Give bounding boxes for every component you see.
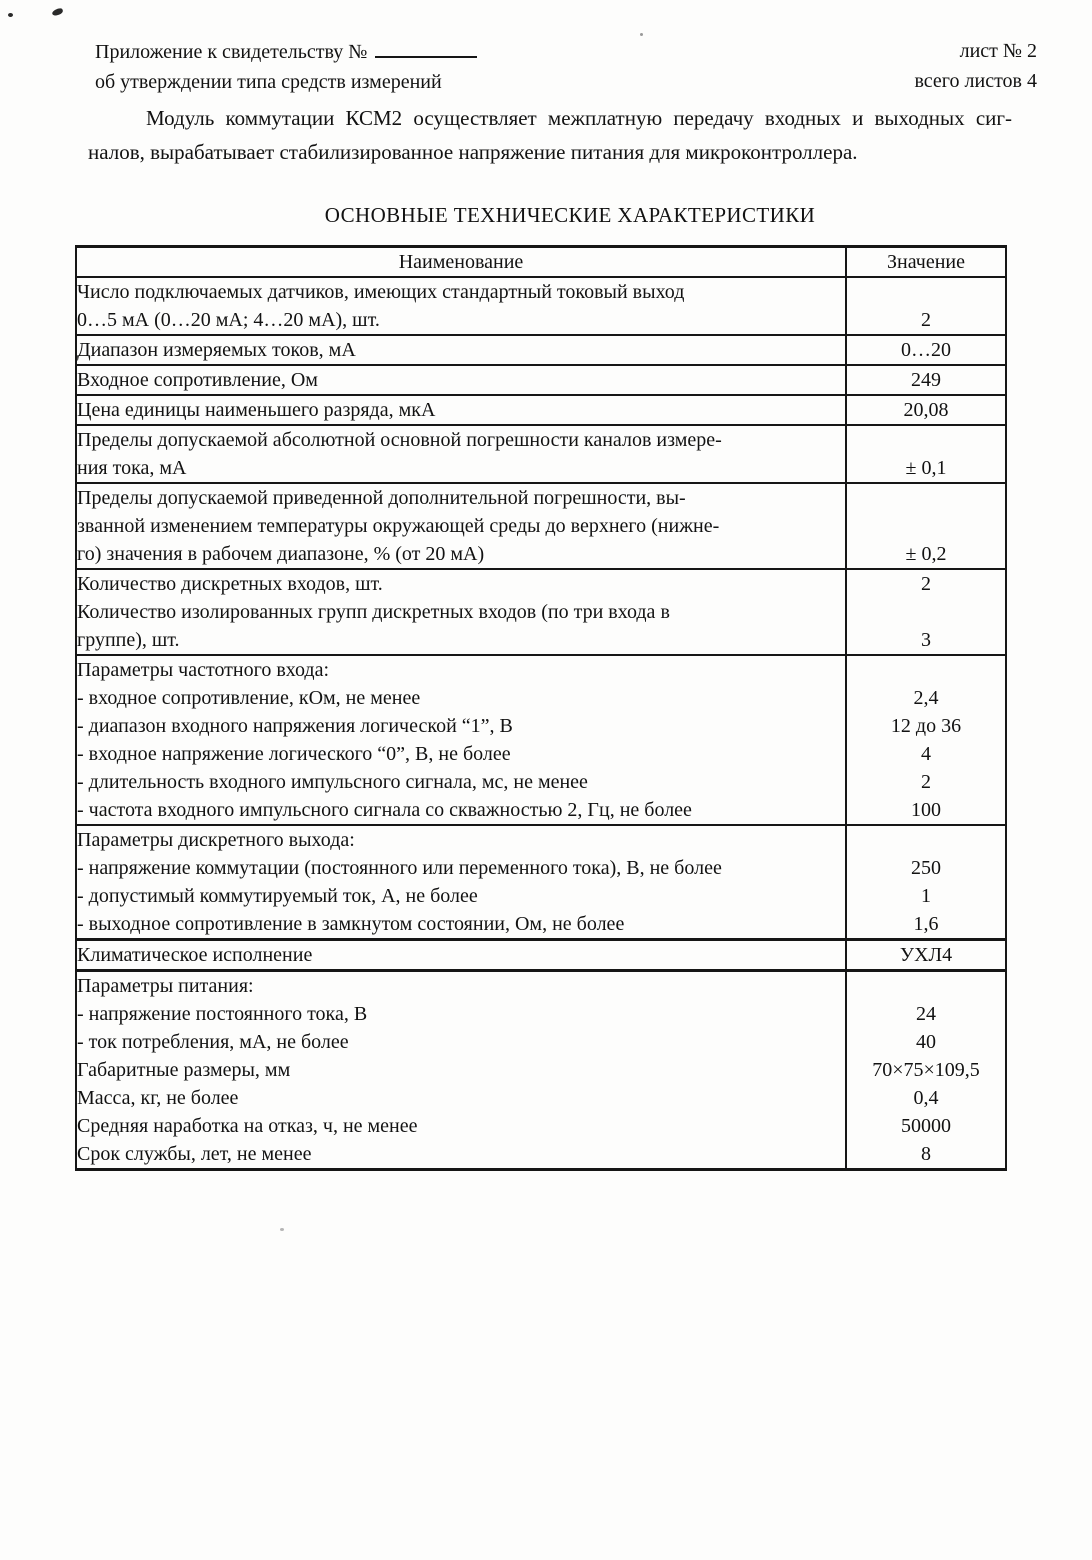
total-sheets: всего листов 4 — [914, 70, 1037, 92]
spec-table — [75, 245, 1007, 1171]
table-row — [76, 1028, 1006, 1056]
param-name-cell: - входное напряжение логического “0”, В, не более — [77, 743, 511, 765]
param-name-cell: Количество изолированных групп дискретных входов (по три входа в — [77, 601, 670, 623]
param-value-cell: ± 0,1 — [846, 454, 1006, 483]
param-value-cell: 100 — [846, 796, 1006, 825]
param-name-cell: 0…5 мА (0…20 мА; 4…20 мА), шт. — [76, 306, 846, 335]
certificate-number-blank — [375, 36, 477, 58]
table-header-row — [76, 247, 1006, 278]
table-row — [76, 882, 1006, 910]
scan-speck — [640, 33, 643, 36]
table-row — [76, 854, 1006, 882]
param-name-cell: Параметры частотного входа: — [77, 659, 330, 681]
param-value-cell: 70×75×109,5 — [846, 1056, 1006, 1084]
table-row — [76, 684, 1006, 712]
param-value-cell: 2 — [846, 768, 1006, 796]
type-approval-label: об утверждении типа средств измерений — [95, 71, 442, 93]
param-name-cell: Число подключаемых датчиков, имеющих стандартный токовый выход — [77, 281, 685, 303]
param-value-cell: 0…20 — [846, 335, 1006, 365]
table-row — [76, 569, 1006, 598]
column-header-value: Значение — [846, 247, 1006, 278]
spec-table-body — [76, 277, 1006, 1170]
param-value-cell — [846, 598, 1006, 626]
table-row — [76, 540, 1006, 569]
param-name-cell: Климатическое исполнение — [76, 940, 846, 971]
param-name-cell: - ток потребления, мА, не более — [77, 1031, 349, 1053]
param-value-cell: 1 — [846, 882, 1006, 910]
param-value-cell: 4 — [846, 740, 1006, 768]
param-value-cell — [846, 483, 1006, 512]
param-name-cell: Параметры питания: — [77, 975, 254, 997]
param-name-cell: Масса, кг, не более — [77, 1087, 239, 1109]
param-value-cell — [846, 971, 1006, 1001]
table-row — [76, 365, 1006, 395]
scan-speck — [51, 7, 63, 16]
param-name-cell: званной изменением температуры окружающей среды до верхнего (нижне- — [77, 515, 720, 537]
table-row — [76, 825, 1006, 854]
table-row — [76, 598, 1006, 626]
param-name-cell: Параметры дискретного выхода: — [77, 829, 355, 851]
param-name-cell: Пределы допускаемой абсолютной основной погрешности каналов измере- — [77, 429, 722, 451]
param-name-cell: Диапазон измеряемых токов, мА — [76, 335, 846, 365]
param-name-cell: - допустимый коммутируемый ток, А, не более — [77, 885, 478, 907]
param-value-cell — [846, 277, 1006, 306]
document-header — [95, 36, 1037, 97]
param-name-cell: - входное сопротивление, кОм, не менее — [77, 687, 421, 709]
table-row — [76, 306, 1006, 335]
header-left-block — [95, 36, 477, 97]
appendix-line — [95, 36, 477, 67]
table-row — [76, 395, 1006, 425]
param-value-cell: 20,08 — [846, 395, 1006, 425]
sheet-number: лист № 2 — [959, 40, 1037, 62]
param-name-cell: - частота входного импульсного сигнала со скважностью 2, Гц, не более — [76, 796, 846, 825]
intro-line: налов, вырабатывает стабилизированное напряжение питания для микроконтроллера. — [88, 140, 858, 164]
param-value-cell — [846, 825, 1006, 854]
param-name-cell: группе), шт. — [76, 626, 846, 655]
param-name-cell: - напряжение постоянного тока, В — [77, 1003, 368, 1025]
param-value-cell: 12 до 36 — [846, 712, 1006, 740]
param-name-cell: Габаритные размеры, мм — [77, 1059, 291, 1081]
table-row — [76, 768, 1006, 796]
param-value-cell: 24 — [846, 1000, 1006, 1028]
table-row — [76, 1112, 1006, 1140]
table-row — [76, 910, 1006, 940]
param-value-cell: 249 — [846, 365, 1006, 395]
table-row — [76, 712, 1006, 740]
param-value-cell: 2 — [846, 306, 1006, 335]
param-value-cell: 2 — [846, 569, 1006, 598]
param-name-cell: Количество дискретных входов, шт. — [77, 573, 383, 595]
param-value-cell: 40 — [846, 1028, 1006, 1056]
section-title: ОСНОВНЫЕ ТЕХНИЧЕСКИЕ ХАРАКТЕРИСТИКИ — [324, 203, 816, 227]
table-row — [76, 796, 1006, 825]
param-value-cell: 8 — [846, 1140, 1006, 1170]
table-row — [76, 1140, 1006, 1170]
table-row — [76, 740, 1006, 768]
table-row — [76, 277, 1006, 306]
intro-line: Модуль коммутации КСМ2 осуществляет межплатную передачу входных и выходных сиг- — [146, 106, 1012, 130]
table-row — [76, 655, 1006, 684]
param-value-cell: 1,6 — [846, 910, 1006, 940]
param-value-cell: ± 0,2 — [846, 540, 1006, 569]
column-header-name: Наименование — [76, 247, 846, 278]
appendix-label: Приложение к свидетельству № — [95, 41, 368, 63]
header-right-block — [914, 36, 1037, 97]
param-name-cell: - длительность входного импульсного сигнала, мс, не менее — [77, 771, 588, 793]
param-name-cell: - напряжение коммутации (постоянного или переменного тока), В, не более — [77, 857, 722, 879]
scan-speck — [8, 13, 13, 17]
param-name-cell: - выходное сопротивление в замкнутом состоянии, Ом, не более — [76, 910, 846, 940]
param-value-cell — [846, 512, 1006, 540]
param-value-cell: 3 — [846, 626, 1006, 655]
param-value-cell: 2,4 — [846, 684, 1006, 712]
table-row — [76, 1056, 1006, 1084]
table-row — [76, 1000, 1006, 1028]
intro-paragraph — [88, 101, 1012, 169]
table-row — [76, 512, 1006, 540]
param-name-cell: Цена единицы наименьшего разряда, мкА — [76, 395, 846, 425]
param-value-cell: УХЛ4 — [846, 940, 1006, 971]
table-row — [76, 454, 1006, 483]
param-name-cell: - диапазон входного напряжения логической “1”, В — [77, 715, 513, 737]
param-name-cell: Срок службы, лет, не менее — [77, 1143, 312, 1165]
table-row — [76, 483, 1006, 512]
param-name-cell: Пределы допускаемой приведенной дополнительной погрешности, вы- — [77, 487, 686, 509]
param-value-cell — [846, 425, 1006, 454]
param-name-cell: Входное сопротивление, Ом — [76, 365, 846, 395]
param-value-cell: 0,4 — [846, 1084, 1006, 1112]
table-row — [76, 335, 1006, 365]
table-row — [76, 425, 1006, 454]
scan-speck — [280, 1228, 284, 1231]
table-row — [76, 971, 1006, 1001]
param-name-cell: ния тока, мА — [76, 454, 846, 483]
param-name-cell: Средняя наработка на отказ, ч, не менее — [77, 1115, 418, 1137]
param-name-cell: го) значения в рабочем диапазоне, % (от 20 мА) — [76, 540, 846, 569]
param-value-cell: 250 — [846, 854, 1006, 882]
table-row — [76, 1084, 1006, 1112]
table-row — [76, 626, 1006, 655]
param-value-cell: 50000 — [846, 1112, 1006, 1140]
param-value-cell — [846, 655, 1006, 684]
table-row — [76, 940, 1006, 971]
